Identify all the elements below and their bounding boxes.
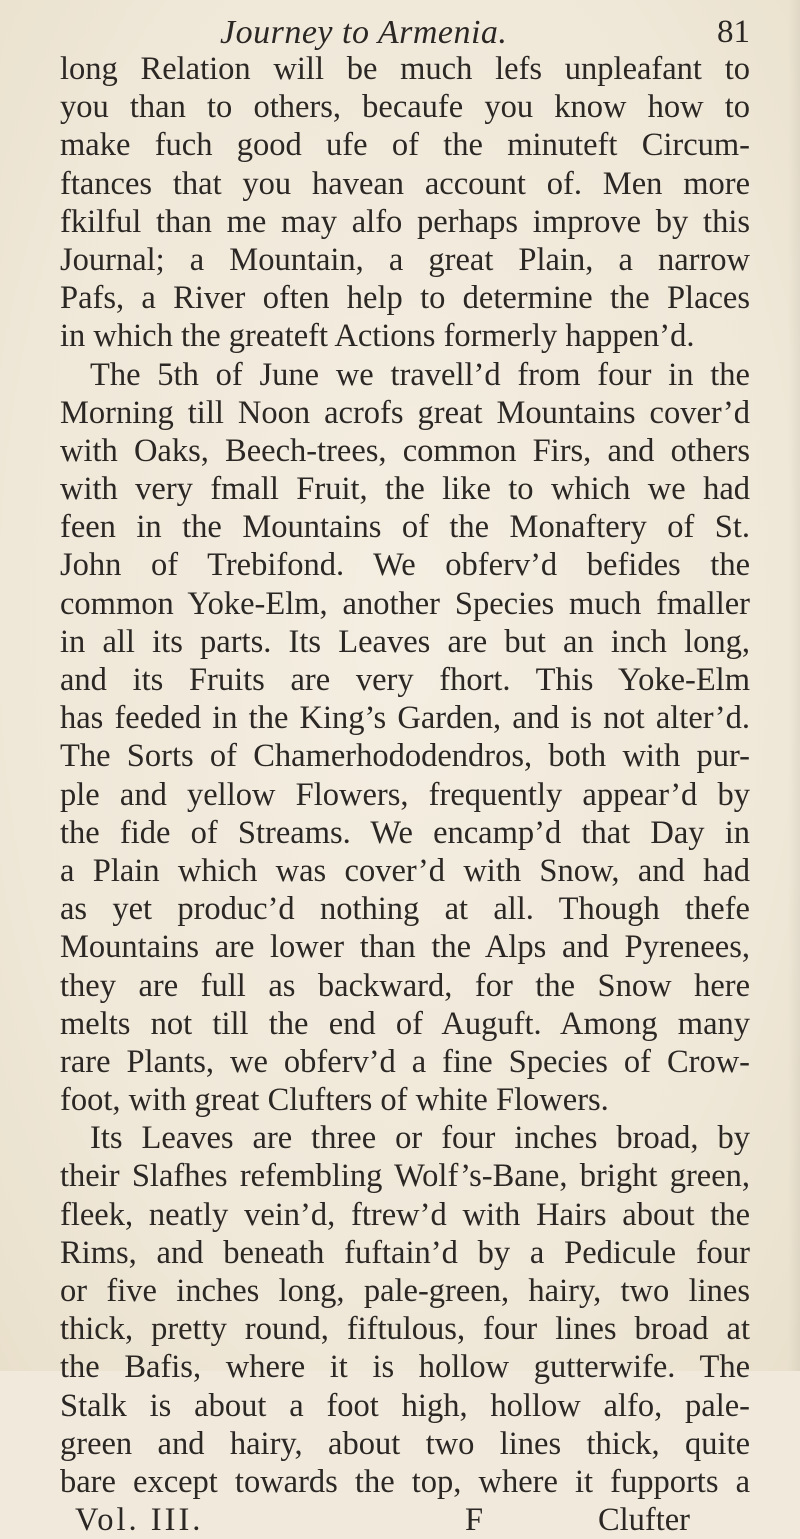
running-head: Journey to Armenia. [220, 14, 508, 51]
text-line: or five inches long, pale-green, hairy, two lines [60, 1273, 750, 1309]
text-line: feen in the Mountains of the Monaftery of St. [60, 509, 750, 546]
page-edge-shadow [788, 0, 800, 1371]
text-line: bare except towards the top, where it fupports a [60, 1463, 750, 1500]
text-line: thick, pretty round, fiftulous, four lines broad at [60, 1311, 750, 1348]
text-line: The 5th of June we travell’d from four in the [90, 356, 750, 393]
text-line: green and hairy, about two lines thick, quite [60, 1425, 750, 1462]
text-line: common Yoke-Elm, another Species much fmaller [60, 585, 750, 622]
signature-mark: F [465, 1502, 484, 1539]
text-line: with very fmall Fruit, the like to which we had [60, 471, 750, 508]
text-line: Rims, and beneath fuftain’d by a Pedicule four [60, 1234, 750, 1271]
catchword: Clufter [597, 1502, 690, 1539]
text-line: The Sorts of Chamerhododendros, both with pur- [60, 738, 750, 775]
text-line: their Slafhes refembling Wolf’s-Bane, bright green, [60, 1158, 750, 1195]
text-line: Stalk is about a foot high, hollow alfo, pale- [60, 1387, 750, 1424]
page-header [60, 14, 750, 54]
text-line: in which the greateft Actions formerly happen’d. [60, 318, 695, 355]
text-line: Its Leaves are three or four inches broad, by [90, 1120, 750, 1157]
text-line: in all its parts. Its Leaves are but an inch long, [60, 623, 750, 660]
page-number: 81 [717, 14, 750, 50]
text-line: ple and yellow Flowers, frequently appear’d by [60, 776, 750, 813]
text-line: has feeded in the King’s Garden, and is not alter’d. [60, 700, 750, 737]
text-line: ftances that you havean account of. Men more [60, 165, 750, 202]
text-line: and its Fruits are very fhort. This Yoke-Elm [60, 662, 750, 698]
text-line: John of Trebifond. We obferv’d befides the [60, 547, 750, 584]
text-line: rare Plants, we obferv’d a fine Species of Crow- [60, 1043, 750, 1080]
volume-signature: Vol. III. [75, 1502, 204, 1539]
text-line: make fuch good ufe of the minuteft Circum- [60, 127, 750, 164]
text-line: long Relation will be much lefs unpleafant to [60, 51, 750, 87]
text-line: fleek, neatly vein’d, ftrew’d with Hairs about the [60, 1196, 750, 1233]
text-line: a Plain which was cover’d with Snow, and had [60, 852, 750, 889]
text-line: foot, with great Clufters of white Flowers. [60, 1082, 609, 1119]
text-line: you than to others, becaufe you know how to [60, 89, 750, 126]
text-line: the Bafis, where it is hollow gutterwife. The [60, 1349, 750, 1386]
text-line: as yet produc’d nothing at all. Though thefe [60, 891, 750, 928]
text-line: fkilful than me may alfo perhaps improve by this [60, 203, 750, 240]
page-footer [60, 1501, 750, 1539]
body-text [60, 50, 750, 1539]
text-line: with Oaks, Beech-trees, common Firs, and others [60, 432, 750, 469]
text-line: the fide of Streams. We encamp’d that Day in [60, 814, 750, 851]
text-line: Journal; a Mountain, a great Plain, a narrow [60, 241, 750, 278]
text-line: Mountains are lower than the Alps and Pyrenees, [60, 929, 750, 966]
text-line: melts not till the end of Auguft. Among many [60, 1005, 750, 1042]
text-line: Pafs, a River often help to determine the Places [60, 280, 750, 317]
text-line: they are full as backward, for the Snow here [60, 967, 750, 1004]
text-line: Morning till Noon acrofs great Mountains cover’d [60, 394, 750, 431]
